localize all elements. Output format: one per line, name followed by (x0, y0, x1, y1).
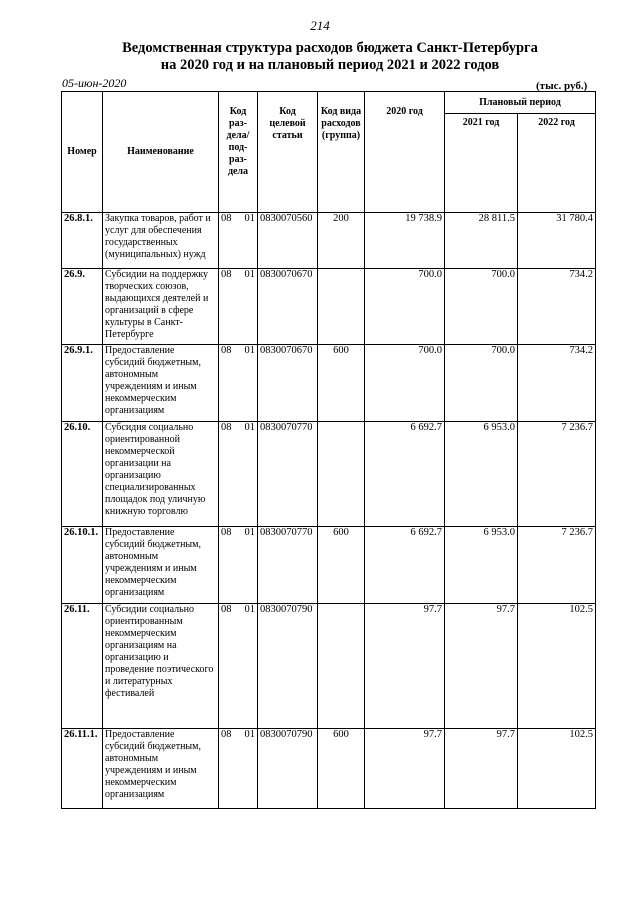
row-podrazdel-code: 01 (244, 345, 255, 356)
row-name: Субсидия социально ориентированной некоммерческой организации на организацию специализированных площадок под уличную книжную торговлю (103, 422, 219, 527)
units-label: (тыс. руб.) (536, 80, 588, 92)
row-podrazdel-code: 01 (244, 604, 255, 615)
row-csr: 0830070770 (258, 527, 318, 604)
row-2020: 700.0 (365, 269, 445, 345)
row-csr: 0830070770 (258, 422, 318, 527)
row-2021: 97.7 (445, 604, 518, 729)
row-podrazdel-code: 01 (244, 422, 255, 433)
table-row (62, 213, 596, 269)
row-2020: 97.7 (365, 604, 445, 729)
row-razdel-code: 08 (221, 345, 232, 356)
header-plan-period: Плановый период (445, 92, 596, 114)
row-razdel-code: 08 (221, 269, 232, 280)
row-razdel (219, 345, 258, 422)
header-2020: 2020 год (365, 92, 445, 213)
row-name: Предоставление субсидий бюджетным, автономным учреждениям и иным некоммерческим организациям (103, 527, 219, 604)
table-body (62, 213, 596, 809)
header-number: Номер (62, 92, 103, 213)
row-2020: 6 692.7 (365, 422, 445, 527)
row-2022: 734.2 (518, 345, 596, 422)
row-2022: 7 236.7 (518, 527, 596, 604)
row-razdel-code: 08 (221, 527, 232, 538)
row-2020: 97.7 (365, 729, 445, 809)
document-title (60, 40, 600, 74)
header-name: Наименование (103, 92, 219, 213)
row-vr (318, 422, 365, 527)
header-2022: 2022 год (518, 114, 596, 213)
row-name: Субсидии на поддержку творческих союзов, выдающихся деятелей и организаций в сфере культуры в Санкт-Петербурге (103, 269, 219, 345)
row-2021: 6 953.0 (445, 527, 518, 604)
row-name: Субсидии социально ориентированным некоммерческим организациям на организацию и проведение поэтического и литературных фестивалей (103, 604, 219, 729)
row-2021: 28 811.5 (445, 213, 518, 269)
row-2020: 6 692.7 (365, 527, 445, 604)
row-podrazdel-code: 01 (244, 527, 255, 538)
row-number: 26.9. (62, 269, 103, 345)
table-row (62, 604, 596, 729)
table-row (62, 729, 596, 809)
row-podrazdel-code: 01 (244, 213, 255, 224)
table-row (62, 527, 596, 604)
row-2022: 734.2 (518, 269, 596, 345)
budget-table (61, 91, 596, 809)
title-line-2: на 2020 год и на плановый период 2021 и 2022 годов (160, 57, 500, 73)
row-vr (318, 604, 365, 729)
row-csr: 0830070670 (258, 269, 318, 345)
row-name: Предоставление субсидий бюджетным, автономным учреждениям и иным некоммерческим организациям (103, 729, 219, 809)
table-header (62, 92, 596, 213)
row-csr: 0830070670 (258, 345, 318, 422)
row-2022: 102.5 (518, 604, 596, 729)
row-2020: 19 738.9 (365, 213, 445, 269)
row-razdel (219, 604, 258, 729)
row-2022: 7 236.7 (518, 422, 596, 527)
header-csr: Код целевой статьи (258, 92, 318, 213)
row-2021: 700.0 (445, 345, 518, 422)
row-razdel-code: 08 (221, 604, 232, 615)
row-number: 26.10. (62, 422, 103, 527)
row-razdel-code: 08 (221, 422, 232, 433)
row-podrazdel-code: 01 (244, 729, 255, 740)
row-number: 26.8.1. (62, 213, 103, 269)
row-razdel-code: 08 (221, 729, 232, 740)
row-csr: 0830070790 (258, 604, 318, 729)
row-name: Предоставление субсидий бюджетным, автономным учреждениям и иным некоммерческим организациям (103, 345, 219, 422)
row-razdel (219, 729, 258, 809)
row-2021: 97.7 (445, 729, 518, 809)
row-2022: 31 780.4 (518, 213, 596, 269)
row-2022: 102.5 (518, 729, 596, 809)
row-number: 26.10.1. (62, 527, 103, 604)
row-vr: 600 (318, 345, 365, 422)
page-number: 214 (310, 18, 330, 33)
row-razdel (219, 422, 258, 527)
row-number: 26.9.1. (62, 345, 103, 422)
header-2021: 2021 год (445, 114, 518, 213)
row-2021: 6 953.0 (445, 422, 518, 527)
header-razdel: Код раз-дела/ под-раз-дела (219, 92, 258, 213)
row-csr: 0830070560 (258, 213, 318, 269)
row-razdel (219, 213, 258, 269)
row-name: Закупка товаров, работ и услуг для обеспечения государственных (муниципальных) нужд (103, 213, 219, 269)
row-razdel (219, 269, 258, 345)
row-vr (318, 269, 365, 345)
row-2020: 700.0 (365, 345, 445, 422)
header-vr: Код вида расходов (группа) (318, 92, 365, 213)
row-number: 26.11.1. (62, 729, 103, 809)
row-razdel-code: 08 (221, 213, 232, 224)
row-number: 26.11. (62, 604, 103, 729)
row-csr: 0830070790 (258, 729, 318, 809)
row-razdel (219, 527, 258, 604)
table-row (62, 269, 596, 345)
table-row (62, 345, 596, 422)
row-podrazdel-code: 01 (244, 269, 255, 280)
document-date: 05-июн-2020 (62, 76, 127, 90)
table-row (62, 422, 596, 527)
row-2021: 700.0 (445, 269, 518, 345)
row-vr: 200 (318, 213, 365, 269)
row-vr: 600 (318, 527, 365, 604)
title-line-1: Ведомственная структура расходов бюджета Санкт-Петербурга (122, 40, 538, 56)
row-vr: 600 (318, 729, 365, 809)
